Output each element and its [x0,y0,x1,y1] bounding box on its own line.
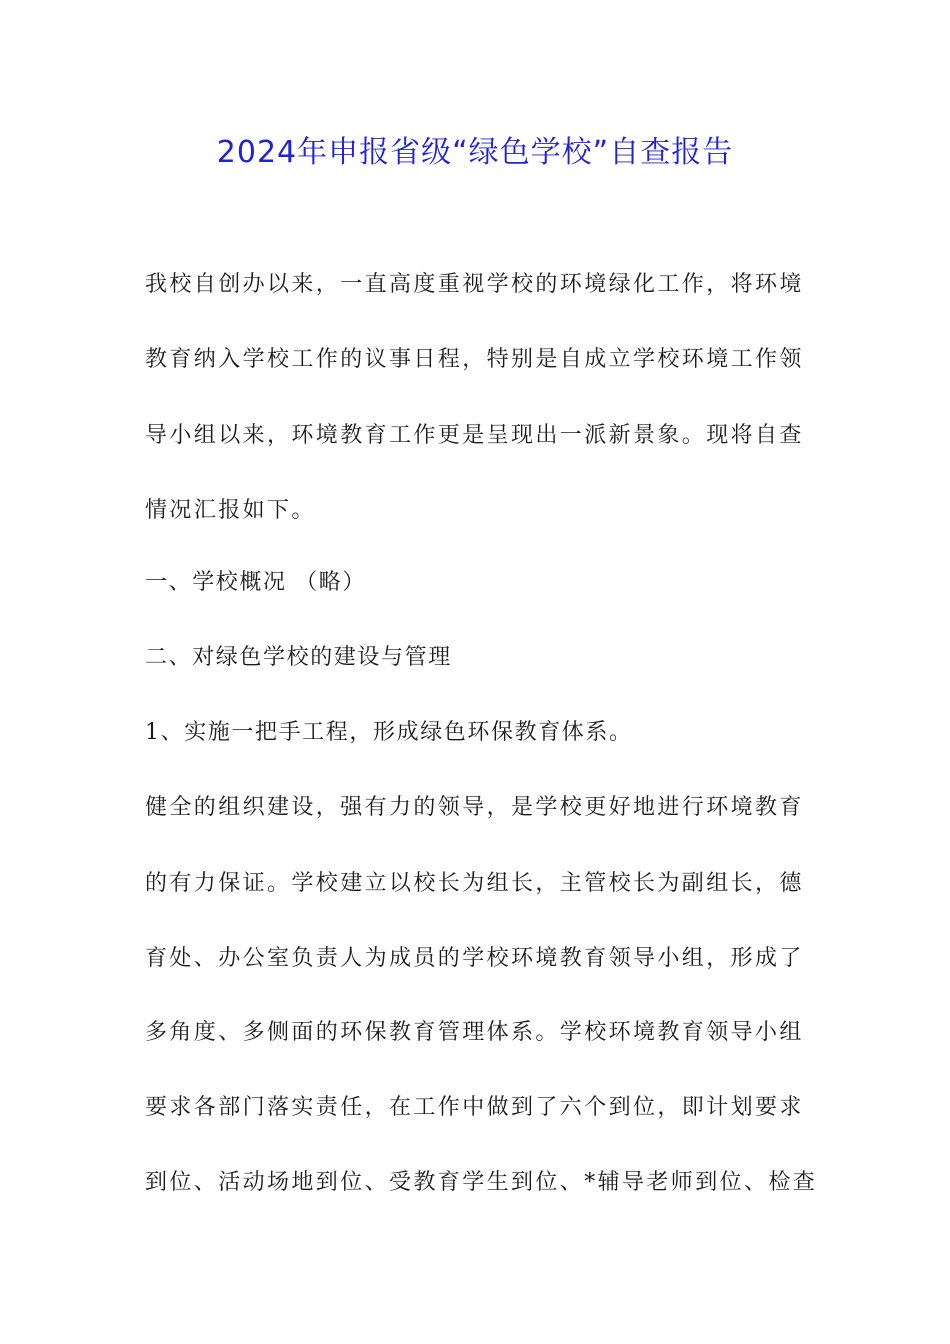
paragraph-line: 育处、办公室负责人为成员的学校环境教育领导小组，形成了 [145,946,804,971]
section-heading: 二、对绿色学校的建设与管理 [145,645,452,670]
paragraph-line: 要求各部门落实责任，在工作中做到了六个到位，即计划要求 [145,1095,804,1120]
subsection-heading: 1、实施一把手工程，形成绿色环保教育体系。 [145,720,633,745]
paragraph-line: 导小组以来，环境教育工作更是呈现出一派新景象。现将自查 [145,423,804,448]
paragraph-line: 健全的组织建设，强有力的领导，是学校更好地进行环境教育 [145,795,804,820]
paragraph-line: 到位、活动场地到位、受教育学生到位、*辅导老师到位、检查 [145,1170,818,1195]
paragraph-line: 情况汇报如下。 [145,498,316,523]
document-title: 2024年申报省级“绿色学校”自查报告 [216,135,734,170]
paragraph-line: 教育纳入学校工作的议事日程，特别是自成立学校环境工作领 [145,347,804,372]
paragraph-line: 多角度、多侧面的环保教育管理体系。学校环境教育领导小组 [145,1020,804,1045]
paragraph-line: 的有力保证。学校建立以校长为组长，主管校长为副组长，德 [145,871,804,896]
section-heading: 一、学校概况 （略） [145,570,366,595]
paragraph-line: 我校自创办以来，一直高度重视学校的环境绿化工作，将环境 [145,272,804,297]
